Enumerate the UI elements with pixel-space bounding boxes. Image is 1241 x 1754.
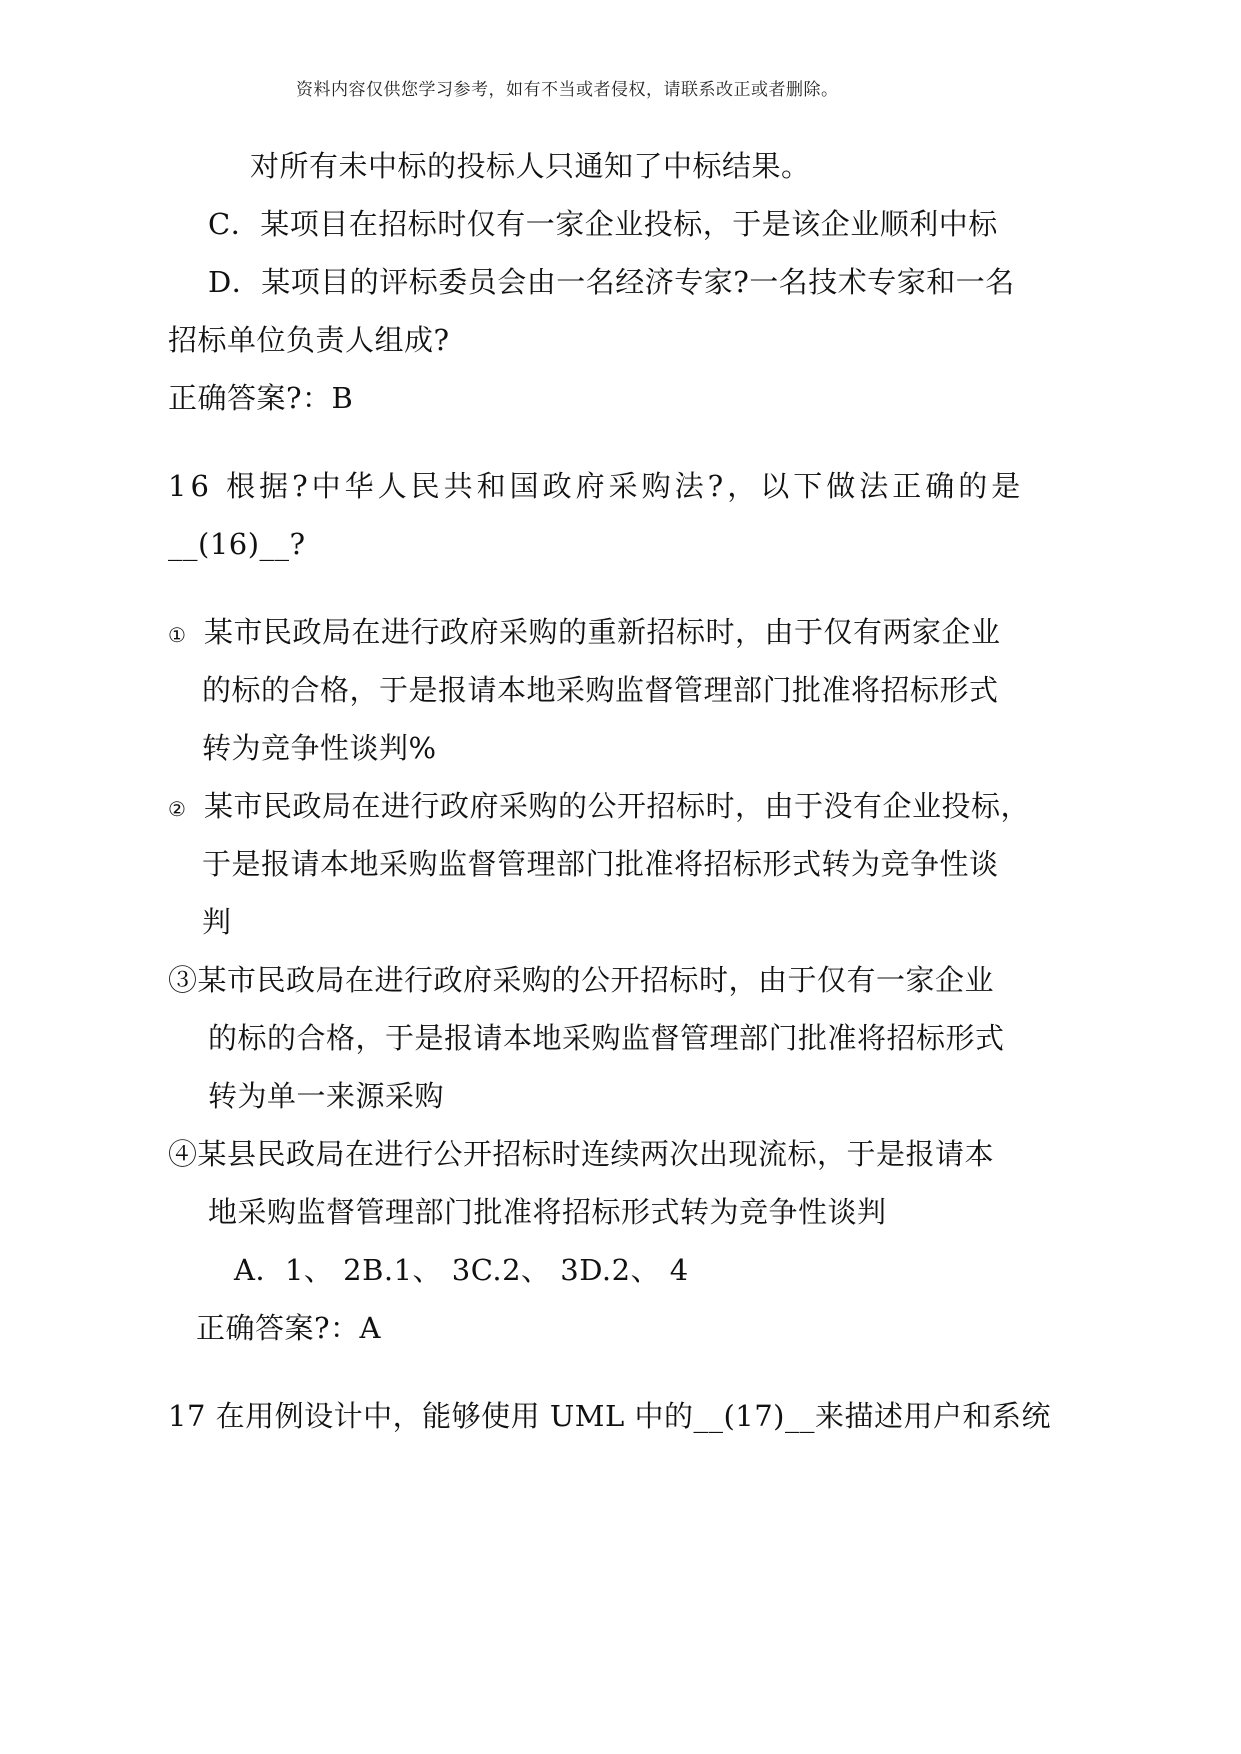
q16-stem-line2: __(16)__? bbox=[168, 527, 306, 561]
q16-item-3-line3: 转为单一来源采购 bbox=[208, 1079, 445, 1113]
q15-option-d-line2: 招标单位负责人组成? bbox=[168, 323, 450, 357]
circled-two-marker: ② bbox=[168, 797, 187, 821]
q16-item-1-line3: 转为竞争性谈判% bbox=[202, 731, 437, 765]
circled-one-marker: ① bbox=[168, 623, 187, 647]
q16-item-1-line2: 的标的合格，于是报请本地采购监督管理部门批准将招标形式 bbox=[202, 673, 999, 707]
q15-continuation-line: 对所有未中标的投标人只通知了中标结果。 bbox=[250, 149, 811, 183]
circled-three-marker: ③ bbox=[168, 963, 198, 997]
q15-option-d-line1: D．某项目的评标委员会由一名经济专家?一名技术专家和一名 bbox=[208, 265, 1015, 299]
q15-option-c: C．某项目在招标时仅有一家企业投标，于是该企业顺利中标 bbox=[208, 207, 998, 241]
q16-item-1-line1: ① 某市民政局在进行政府采购的重新招标时，由于仅有两家企业 bbox=[168, 612, 1001, 655]
q16-item-3-line1: ③某市民政局在进行政府采购的公开招标时，由于仅有一家企业 bbox=[168, 963, 995, 997]
q16-item-4-line2: 地采购监督管理部门批准将招标形式转为竞争性谈判 bbox=[208, 1195, 887, 1229]
q16-item-2-line2: 于是报请本地采购监督管理部门批准将招标形式转为竞争性谈 bbox=[202, 847, 999, 881]
q16-item-3-line2: 的标的合格，于是报请本地采购监督管理部门批准将招标形式 bbox=[208, 1021, 1005, 1055]
q16-item-4-line1: ④某县民政局在进行公开招标时连续两次出现流标，于是报请本 bbox=[168, 1137, 995, 1171]
circled-four-marker: ④ bbox=[168, 1137, 198, 1171]
header-notice: 资料内容仅供您学习参考，如有不当或者侵权，请联系改正或者删除。 bbox=[296, 80, 839, 100]
q17-stem-line1: 17 在用例设计中，能够使用 UML 中的__(17)__来描述用户和系统 bbox=[168, 1399, 1051, 1433]
q16-answer: 正确答案?：A bbox=[196, 1311, 381, 1345]
q16-stem-line1: 16 根据?中华人民共和国政府采购法?，以下做法正确的是 bbox=[168, 469, 1025, 503]
q16-item-2-line1: ② 某市民政局在进行政府采购的公开招标时，由于没有企业投标， bbox=[168, 786, 1030, 829]
q16-options: A．1、 2B.1、 3C.2、 3D.2、 4 bbox=[234, 1253, 689, 1287]
q15-answer: 正确答案?：B bbox=[168, 381, 354, 415]
q16-item-2-line3: 判 bbox=[202, 905, 232, 939]
